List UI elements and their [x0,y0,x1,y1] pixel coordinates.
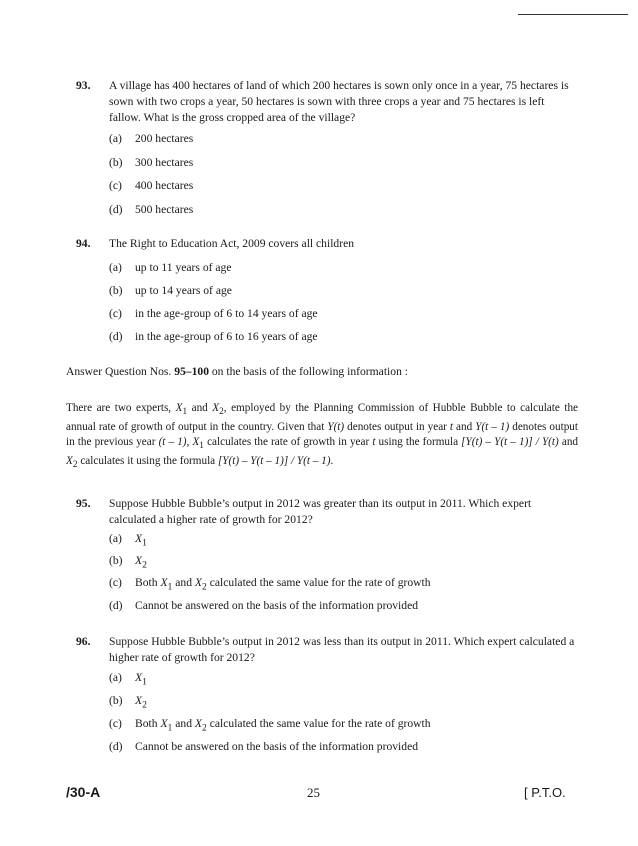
subscript: 1 [142,676,147,688]
option-label: (d) [109,740,123,753]
info-text: and [453,421,476,434]
option-94-c [109,306,318,321]
info-text: using the formula [375,436,462,449]
option-text: up to 11 years of age [135,261,232,274]
var-x: X [194,717,203,730]
info-text: calculates it using the formula [77,455,218,468]
var-x: X [135,671,143,684]
var-x: X [194,576,203,589]
info-text: , [186,436,193,449]
subscript: 2 [202,722,207,734]
option-text: calculated the same value for the rate of growth [206,717,431,730]
option-96-d [109,739,418,754]
question-number: 96. [76,635,91,648]
var-x: X [66,455,73,468]
option-label: (b) [109,284,123,297]
question-number: 95. [76,497,91,510]
paper-code: /30-A [66,784,101,800]
subscript: 1 [142,537,147,549]
subscript: 1 [199,441,204,452]
option-96-a [109,670,147,689]
subscript: 2 [72,460,78,471]
option-label: (d) [109,203,123,216]
var-t: t [449,421,454,434]
option-text: up to 14 years of age [135,284,232,297]
option-93-b [109,155,193,170]
option-label: (d) [109,599,123,612]
option-93-c [109,178,193,193]
subscript: 1 [182,407,188,418]
var-x: X [160,576,168,589]
page-number: 25 [307,785,320,800]
top-rule [518,14,628,15]
question-number: 94. [76,237,91,250]
option-label: (d) [109,330,123,343]
var-x: X [160,717,168,730]
var-x: X [192,436,200,449]
option-96-b [109,693,147,712]
subscript: 2 [202,581,207,593]
option-text: and [172,576,195,589]
option-text: 400 hectares [135,179,194,192]
option-95-b [109,553,147,572]
option-text: Cannot be answered on the basis of the information provided [135,740,419,753]
question-94 [76,236,576,252]
option-label: (c) [109,717,122,730]
option-text: 200 hectares [135,132,194,145]
option-text: and [172,717,195,730]
option-text: Both [135,717,161,730]
question-93 [76,78,576,126]
var-x: X [175,402,183,414]
question-stem: A village has 400 hectares of land of which 200 hectares is sown only once in a year, 75 hectares is sown with two crops a year, 50 hectares is sown with three crops a year and 75 hectares is left fallow. What is the gross cropped area of the village? [109,79,569,124]
option-94-a [109,260,231,275]
info-text: , employed by the Planning Commission of Hubble Bubble to calculate the annual rate of growth of output in the country. Given that [66,402,579,434]
question-stem: Suppose Hubble Bubble’s output in 2012 was less than its output in 2011. Which expert calculated a higher rate of growth for 2012? [109,635,575,664]
option-label: (c) [109,576,122,589]
option-label: (a) [109,261,122,274]
subscript: 2 [219,407,224,418]
info-text: denotes output in the previous year [66,421,579,449]
option-label: (b) [109,156,123,169]
option-93-d [109,202,193,217]
option-label: (a) [109,132,122,145]
option-label: (c) [109,307,122,320]
option-label: (a) [109,532,122,545]
info-text: . [330,455,334,468]
option-94-d [109,329,318,344]
option-95-c [109,575,431,594]
info-text: There are two experts, [66,402,176,414]
var-y: Y(t – 1) [475,421,510,434]
option-96-c [109,716,431,735]
option-text: in the age-group of 6 to 14 years of age [135,307,318,320]
var-x: X [135,532,143,545]
var-x: X [212,402,220,414]
instruction-suffix: on the basis of the following information : [208,365,408,378]
info-text: and [558,436,579,449]
option-95-a [109,531,147,550]
info-text: calculates the rate of growth in year [203,436,373,449]
subscript: 2 [142,559,147,571]
option-text: 300 hectares [135,156,194,169]
option-text: Cannot be answered on the basis of the information provided [135,599,419,612]
option-95-d [109,598,418,613]
option-text: in the age-group of 6 to 16 years of age [135,330,318,343]
var-x: X [135,694,143,707]
info-text: and [187,402,213,414]
subscript: 2 [142,699,147,711]
pto-label: [ P.T.O. [524,785,566,800]
option-94-b [109,283,232,298]
subscript: 1 [167,722,173,734]
question-number: 93. [76,79,91,92]
var-x: X [135,554,143,567]
option-label: (b) [109,694,123,707]
option-label: (a) [109,671,122,684]
formula-x2: [Y(t) – Y(t – 1)] / Y(t – 1) [217,455,331,468]
option-label: (b) [109,554,123,567]
var-t: (t – 1) [158,436,187,449]
instruction-range: 95–100 [174,365,209,378]
var-t: t [372,436,376,449]
subscript: 1 [167,581,173,593]
question-96 [76,634,576,666]
answer-instruction [66,364,576,379]
formula-x1: [Y(t) – Y(t – 1)] / Y(t) [461,436,559,449]
question-stem: The Right to Education Act, 2009 covers all children [109,237,355,250]
option-label: (c) [109,179,122,192]
option-93-a [109,131,193,146]
question-stem: Suppose Hubble Bubble’s output in 2012 was greater than its output in 2011. Which expert calculated a higher rate of growth for 2012? [109,497,532,526]
var-y: Y(t) [327,421,345,434]
question-95 [76,496,576,528]
instruction-prefix: Answer Question Nos. [66,365,175,378]
option-text: 500 hectares [135,203,194,216]
option-text: calculated the same value for the rate of growth [206,576,431,589]
option-text: Both [135,576,161,589]
info-paragraph [66,401,578,474]
info-text: denotes output in year [344,421,450,434]
